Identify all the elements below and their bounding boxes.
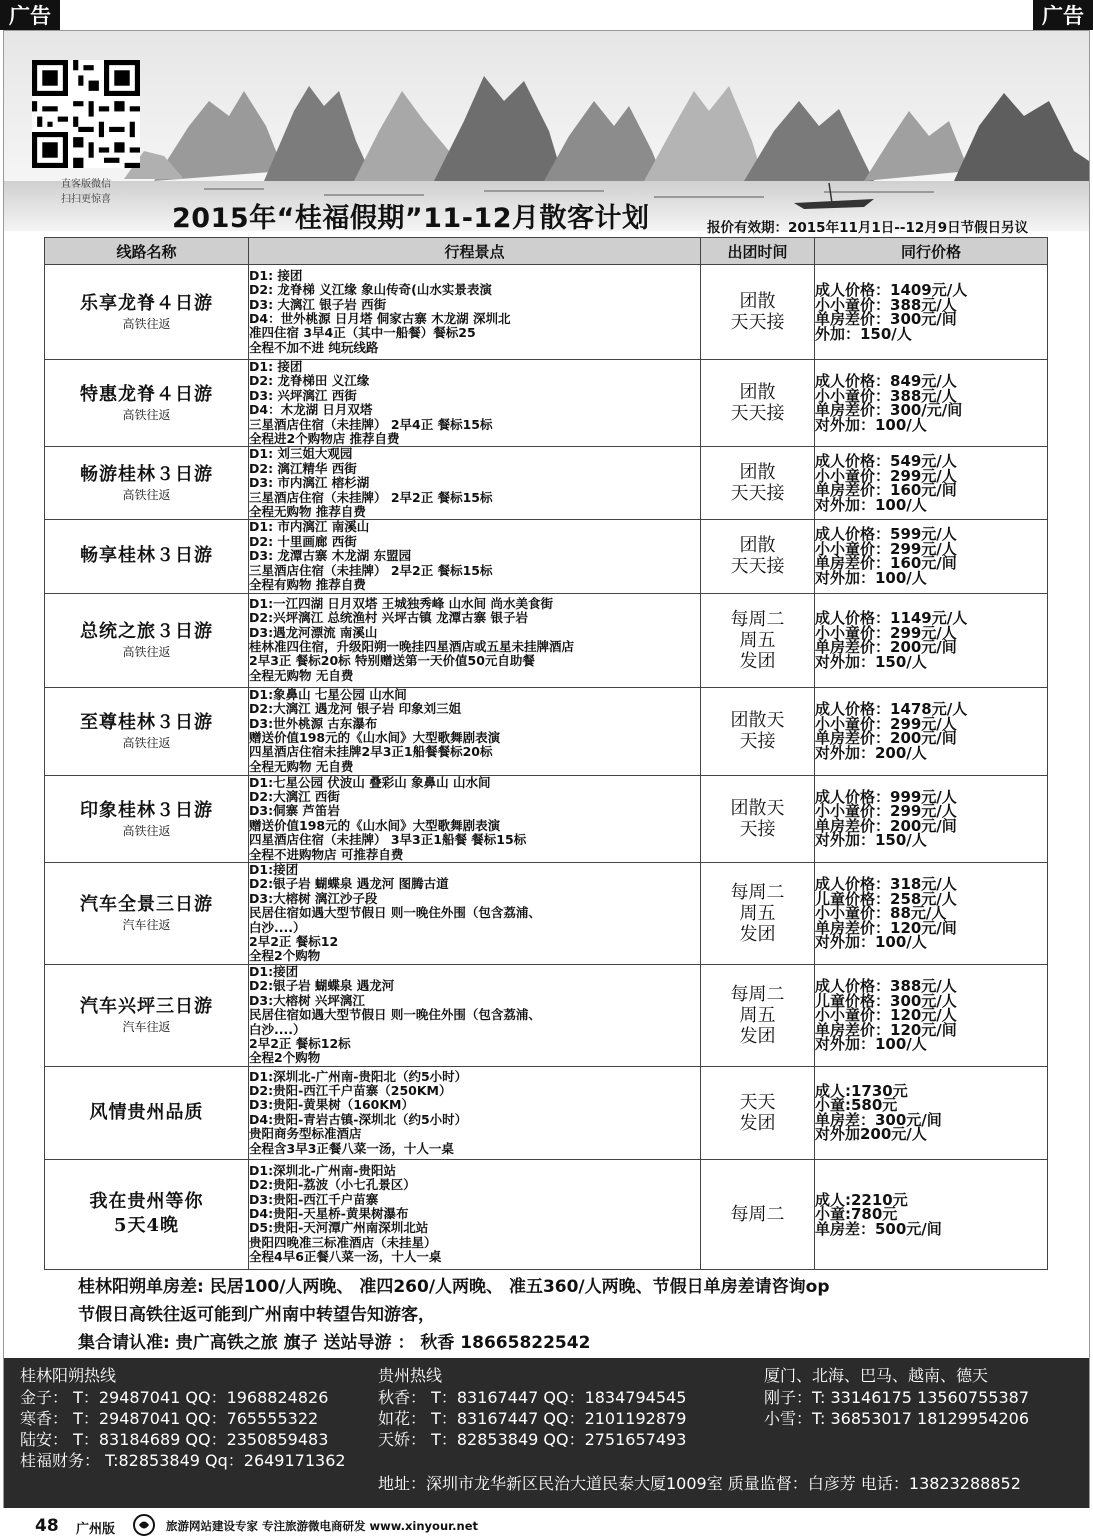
contact-line: 桂福财务： T:82853849 Qq：2649171362 [20, 1451, 346, 1470]
price-line: 儿童价格：258元/人 [815, 889, 957, 908]
itinerary-line: 赠送价值198元的《山水间》大型歌舞剧表演 [249, 818, 501, 833]
itinerary-line: D4：世外桃源 日月塔 侗家古寨 木龙湖 深圳北 [249, 312, 511, 326]
itinerary-line: 白沙....） [249, 1022, 306, 1037]
departure-cell [701, 520, 815, 593]
itinerary-line: D3: 龙潭古寨 木龙湖 东盟园 [249, 549, 412, 564]
contact-line: 金子： T：29487041 QQ：1968824826 [20, 1388, 329, 1407]
page-footer-strip [0, 1508, 1093, 1538]
table-row [45, 1159, 1048, 1269]
itinerary-line: 全程无购物 推荐自费 [249, 505, 366, 520]
contact-footer [4, 1358, 1089, 1508]
departure-line: 团散天 [730, 710, 785, 731]
departure-line: 天天接 [730, 483, 785, 505]
column-header-departure: 出团时间 [701, 238, 815, 265]
price-line: 对外加200元/人 [815, 1125, 927, 1144]
departure-cell [701, 964, 815, 1066]
validity-note: 报价有效期：2015年11月1日--12月9日节假日另议 [707, 220, 1029, 236]
route-name: 风情贵州品质 [89, 1101, 204, 1123]
itinerary-line: D2: 龙脊梯 义江缘 象山传奇(山水实景表演 [249, 283, 492, 298]
guilin-hotline-column [20, 1365, 346, 1471]
table-row [45, 964, 1048, 1066]
price-cell [815, 1159, 1048, 1269]
route-transport: 高铁往返 [122, 736, 171, 750]
route-transport: 高铁往返 [122, 408, 171, 423]
itinerary-line: 全程无购物 无自费 [249, 668, 354, 683]
route-name-cell [45, 1159, 249, 1269]
price-line: 对外加：100/人 [815, 495, 927, 514]
column-heading: 桂林阳朔热线 [20, 1366, 117, 1385]
price-line: 小小童价：88元/人 [815, 904, 947, 923]
itinerary-line: 三星酒店住宿（未挂牌） 2早2正 餐标15标 [249, 490, 493, 505]
ad-label-right: 广告 [1033, 0, 1093, 30]
itinerary-line: D2: 龙脊梯田 义江缘 [249, 374, 370, 389]
address-line: 地址：深圳市龙华新区民治大道民泰大厦1009室 质量监督：白彦芳 电话：13823288852 [378, 1474, 1021, 1493]
contact-line: 寒香： T：29487041 QQ：765555322 [20, 1409, 319, 1428]
table-row [45, 687, 1048, 775]
price-line: 对外加：150/人 [815, 652, 927, 671]
qr-caption-line: 扫扫更惊喜 [61, 194, 111, 205]
departure-line: 发团 [739, 1025, 776, 1047]
route-name-cell [45, 862, 249, 964]
price-line: 成人价格：849元/人 [815, 372, 957, 391]
note-line: 集合请认准: 贵广高铁之旅 旗子 送站导游 ： 秋香 18665822542 [78, 1333, 591, 1353]
price-line: 小小童价：299元/人 [815, 539, 957, 558]
itinerary-line: D1:深圳北-广州南-贵阳北（约5小时） [249, 1069, 468, 1084]
itinerary-cell [249, 687, 701, 775]
price-line: 单房差价：160元/间 [815, 481, 957, 500]
price-line: 成人价格：1149元/人 [815, 609, 968, 627]
note-line: 节假日高铁往返可能到广州南中转望告知游客， [78, 1305, 435, 1325]
itinerary-line: D1: 接团 [249, 268, 303, 283]
itinerary-line: 准四住宿 3早4正（其中一船餐）餐标25 [249, 326, 476, 341]
price-cell [815, 1066, 1048, 1159]
departure-line: 每周二 [730, 983, 785, 1005]
price-line: 小小童价：388元/人 [815, 386, 957, 405]
itinerary-cell [249, 1066, 701, 1159]
column-header-route: 线路名称 [45, 238, 249, 265]
column-heading: 厦门、北海、巴马、越南、德天 [764, 1366, 989, 1385]
itinerary-line: 赠送价值198元的《山水间》大型歌舞剧表演 [249, 731, 501, 745]
departure-cell [701, 1066, 815, 1159]
itinerary-cell [249, 520, 701, 593]
itinerary-line: D3:贵阳-黄果树（160KM） [249, 1098, 414, 1113]
itinerary-line: 全程不进购物店 可推荐自费 [249, 847, 404, 862]
price-line: 对外加：150/人 [815, 831, 927, 850]
departure-line: 团散 [739, 462, 776, 484]
table-header-row [45, 238, 1048, 265]
price-line: 小童:580元 [815, 1096, 898, 1115]
price-line: 小小童价：120元/人 [815, 1006, 957, 1025]
itinerary-line: D2:大漓江 西街 [249, 789, 340, 804]
route-price-table [44, 237, 1048, 1270]
route-name: 汽车兴坪三日游 [80, 996, 213, 1018]
price-line: 单房差价：300/元/间 [815, 401, 963, 420]
price-line: 成人:2210元 [815, 1190, 908, 1209]
itinerary-line: 2早2正 餐标12标 [249, 1036, 351, 1051]
price-line: 外加：150/人 [815, 324, 912, 343]
route-name-cell [45, 593, 249, 687]
price-line: 成人价格：318元/人 [815, 875, 957, 894]
departure-line: 发团 [739, 1112, 776, 1134]
price-cell [815, 593, 1048, 687]
itinerary-line: D2:银子岩 蝴蝶泉 遇龙河 [249, 979, 395, 994]
itinerary-line: 民居住宿如遇大型节假日 则一晚住外围（包含荔浦、 [249, 1008, 541, 1023]
itinerary-line: 2早2正 餐标12 [249, 935, 339, 950]
route-name: 至尊桂林３日游 [80, 712, 213, 733]
price-cell [815, 775, 1048, 862]
departure-line: 每周二 [730, 1203, 785, 1225]
itinerary-line: 桂林准四住宿，升级阳朔一晚挂四星酒店或五星未挂牌酒店 [249, 640, 575, 654]
departure-line: 每周二 [730, 608, 785, 630]
route-name: 印象桂林３日游 [80, 799, 213, 821]
price-line: 单房差价：200元/间 [815, 729, 957, 747]
itinerary-line: 全程不加不进 纯玩线路 [249, 340, 379, 355]
column-header-price: 同行价格 [815, 238, 1048, 265]
price-line: 对外加：100/人 [815, 1035, 927, 1054]
table-row [45, 593, 1048, 687]
notes-block [78, 1273, 830, 1357]
qr-caption-line: 直客版微信 [61, 179, 111, 190]
price-line: 单房差：500元/间 [815, 1219, 942, 1238]
itinerary-line: D4:贵阳-青岩古镇-深圳北（约5小时） [249, 1112, 468, 1127]
table-row [45, 1066, 1048, 1159]
contact-line: 秋香： T：83167447 QQ：1834794545 [378, 1388, 687, 1407]
itinerary-line: D1:象鼻山 七星公园 山水间 [249, 687, 407, 702]
route-transport: 汽车往返 [122, 918, 171, 933]
itinerary-cell [249, 775, 701, 862]
itinerary-line: 全程4早6正餐八菜一汤，十人一桌 [249, 1250, 442, 1265]
itinerary-cell [249, 964, 701, 1066]
route-name-cell [45, 520, 249, 593]
departure-cell [701, 360, 815, 447]
price-line: 小小童价：299元/人 [815, 466, 957, 485]
price-line: 单房差价：120元/间 [815, 1020, 957, 1039]
itinerary-cell [249, 593, 701, 687]
price-line: 成人:1730元 [815, 1081, 908, 1100]
table-row [45, 447, 1048, 520]
route-transport: 高铁往返 [122, 317, 171, 331]
route-name-cell [45, 447, 249, 520]
table-row [45, 520, 1048, 593]
price-line: 单房差价：120元/间 [815, 918, 957, 937]
itinerary-line: D1:一江四湖 日月双塔 王城独秀峰 山水间 尚水美食街 [249, 596, 553, 611]
itinerary-line: D3: 兴坪漓江 西街 [249, 388, 357, 403]
price-line: 单房差价：160元/间 [815, 554, 957, 573]
price-line: 小小童价：299元/人 [815, 802, 957, 821]
itinerary-line: 2早3正 餐标20标 特别赠送第一天价值50元自助餐 [249, 654, 535, 669]
itinerary-line: 白沙....） [249, 920, 306, 935]
itinerary-line: D3:大榕树 兴坪漓江 [249, 993, 365, 1008]
departure-cell [701, 265, 815, 360]
qr-caption [40, 177, 132, 207]
edition-label: 广州版 [76, 1522, 116, 1537]
table-row [45, 360, 1048, 447]
price-line: 对外加：100/人 [815, 568, 927, 587]
itinerary-line: 贵阳商务型标准酒店 [249, 1127, 362, 1142]
itinerary-line: D1: 刘三姐大观园 [249, 447, 353, 462]
departure-cell [701, 775, 815, 862]
itinerary-line: 三星酒店住宿（未挂牌） 2早4正 餐标15标 [249, 417, 493, 432]
departure-line: 天天接 [730, 312, 785, 333]
itinerary-line: 全程2个购物 [249, 1051, 321, 1066]
itinerary-cell [249, 1159, 701, 1269]
slogan: 旅游网站建设专家 专注旅游微电商研发 www.xinyour.net [166, 1519, 479, 1533]
departure-cell [701, 687, 815, 775]
contact-line: 小雪：T: 36853017 18129954206 [764, 1409, 1029, 1428]
price-line: 成人价格：549元/人 [815, 452, 957, 471]
price-cell [815, 447, 1048, 520]
departure-line: 团散天 [730, 797, 785, 819]
departure-line: 天天接 [730, 556, 785, 578]
itinerary-line: 全程有购物 推荐自费 [249, 578, 366, 593]
itinerary-line: D3:大榕树 漓江沙子段 [249, 891, 378, 906]
itinerary-line: D2:大漓江 遇龙河 银子岩 印象刘三姐 [249, 702, 462, 717]
table-row [45, 775, 1048, 862]
itinerary-line: D1:深圳北-广州南-贵阳站 [249, 1163, 396, 1178]
itinerary-line: D2:贵阳-西江千户苗寨（250KM） [249, 1083, 452, 1098]
route-name: 我在贵州等你 [89, 1191, 204, 1213]
route-transport: 高铁往返 [122, 823, 171, 838]
route-transport: 高铁往返 [122, 645, 171, 659]
itinerary-line: 四星酒店住宿（未挂牌） 3早3正1船餐 餐标15标 [249, 833, 527, 848]
route-name-line2: 5天4晚 [113, 1215, 180, 1237]
itinerary-line: D5:贵阳-天河潭广州南深圳北站 [249, 1221, 429, 1236]
guizhou-hotline-column [378, 1365, 686, 1450]
route-name: 乐享龙脊４日游 [80, 293, 213, 314]
itinerary-line: 三星酒店住宿（未挂牌） 2早2正 餐标15标 [249, 563, 493, 578]
itinerary-line: 全程含3早3正餐八菜一汤，十人一桌 [249, 1141, 454, 1156]
price-line: 小小童价：299元/人 [815, 714, 957, 733]
itinerary-line: D2:贵阳-荔波（小七孔景区） [249, 1178, 416, 1193]
table-row [45, 265, 1048, 360]
itinerary-line: D1:七星公园 伏波山 叠彩山 象鼻山 山水间 [249, 775, 491, 790]
route-name-cell [45, 964, 249, 1066]
itinerary-line: D1: 接团 [249, 360, 303, 374]
itinerary-line: D3:遇龙河漂流 南溪山 [249, 625, 378, 640]
table-body [45, 265, 1048, 1270]
departure-line: 每周二 [730, 881, 785, 903]
route-name-cell [45, 360, 249, 447]
contact-line: 天娇： T：82853849 QQ：2751657493 [378, 1430, 687, 1449]
itinerary-line: D1: 市内漓江 南溪山 [249, 520, 370, 535]
departure-cell [701, 447, 815, 520]
price-line: 单房差：300元/间 [815, 1110, 942, 1129]
departure-line: 天天 [739, 1091, 776, 1113]
price-cell [815, 862, 1048, 964]
itinerary-line: D2:兴坪漓江 总统渔村 兴坪古镇 龙潭古寨 银子岩 [249, 611, 528, 626]
itinerary-line: 全程2个购物 [249, 949, 321, 964]
itinerary-line: D3:侗寨 芦笛岩 [249, 804, 340, 819]
page-number: 48 [35, 1516, 59, 1536]
price-line: 成人价格：388元/人 [815, 977, 957, 996]
itinerary-line: D3:世外桃源 古东瀑布 [249, 716, 378, 731]
itinerary-line: D4:贵阳-天星桥-黄果树瀑布 [249, 1207, 409, 1222]
departure-line: 周五 [739, 902, 776, 924]
departure-cell [701, 862, 815, 964]
departure-line: 周五 [739, 629, 776, 651]
itinerary-line: 全程进2个购物店 推荐自费 [249, 432, 400, 447]
price-line: 对外加：100/人 [815, 933, 927, 952]
price-line: 单房差价：200元/间 [815, 816, 957, 835]
price-line: 小小童价：388元/人 [815, 295, 957, 314]
ad-label-left: 广告 [0, 0, 60, 30]
price-line: 成人价格：1478元/人 [815, 700, 968, 718]
departure-cell [701, 593, 815, 687]
price-cell [815, 265, 1048, 360]
route-name: 汽车全景三日游 [80, 894, 213, 916]
route-name-cell [45, 687, 249, 775]
departure-line: 团散 [739, 535, 776, 557]
price-line: 小童:780元 [815, 1205, 898, 1224]
itinerary-cell [249, 862, 701, 964]
itinerary-line: D4：木龙湖 日月双塔 [249, 403, 373, 418]
contact-line: 刚子：T: 33146175 13560755387 [764, 1388, 1029, 1407]
price-cell [815, 520, 1048, 593]
route-name: 总统之旅３日游 [80, 621, 213, 642]
page-title: 2015年“桂福假期”11-12月散客计划 [172, 203, 650, 234]
itinerary-line: 四星酒店住宿未挂牌2早3正1船餐餐标20标 [249, 745, 493, 760]
price-line: 单房差价：300元/间 [815, 310, 957, 328]
price-line: 单房差价：200元/间 [815, 638, 957, 656]
departure-line: 团散 [739, 382, 776, 404]
itinerary-line: D1:接团 [249, 964, 299, 979]
itinerary-line: D2: 十里画廊 西街 [249, 534, 357, 549]
price-line: 对外加：100/人 [815, 415, 927, 434]
itinerary-line: D2: 漓江精华 西街 [249, 461, 357, 476]
route-transport: 汽车往返 [122, 1020, 171, 1035]
price-line: 对外加：200/人 [815, 743, 927, 762]
departure-line: 团散 [739, 291, 776, 312]
price-line: 儿童价格：300元/人 [815, 991, 957, 1010]
itinerary-line: D3: 大漓江 银子岩 西街 [249, 297, 387, 312]
itinerary-line: 全程无购物 无自费 [249, 759, 354, 774]
route-name-cell [45, 775, 249, 862]
price-cell [815, 360, 1048, 447]
route-name: 畅游桂林３日游 [80, 464, 213, 486]
table-row [45, 862, 1048, 964]
departure-line: 发团 [739, 650, 776, 672]
route-name-cell [45, 265, 249, 360]
price-line: 成人价格：999元/人 [815, 787, 957, 806]
price-line: 成人价格：599元/人 [815, 525, 957, 544]
itinerary-line: D2:银子岩 蝴蝶泉 遇龙河 图腾古道 [249, 877, 449, 892]
itinerary-cell [249, 447, 701, 520]
itinerary-line: D3:贵阳-西江千户苗寨 [249, 1192, 379, 1207]
route-name: 特惠龙脊４日游 [80, 384, 213, 406]
contact-line: 如花： T：83167447 QQ：2101192879 [378, 1409, 687, 1428]
qr-code-icon [32, 60, 140, 168]
itinerary-cell [249, 265, 701, 360]
other-hotline-column [764, 1365, 1029, 1429]
price-line: 小小童价：299元/人 [815, 623, 957, 642]
contact-line: 陆安： T：83184689 QQ：2350859483 [20, 1430, 329, 1449]
departure-cell [701, 1159, 815, 1269]
departure-line: 天接 [739, 731, 776, 752]
note-line: 桂林阳朔单房差: 民居100/人两晚、 准四260/人两晚、 准五360/人两晚、节假日单房差请咨询op [78, 1277, 830, 1297]
itinerary-cell [249, 360, 701, 447]
column-header-itinerary: 行程景点 [249, 238, 701, 265]
price-cell [815, 964, 1048, 1066]
price-line: 成人价格：1409元/人 [815, 281, 968, 299]
logo-icon [133, 1514, 155, 1536]
departure-line: 周五 [739, 1004, 776, 1026]
itinerary-line: D3: 市内漓江 榕杉湖 [249, 476, 370, 491]
itinerary-line: D1:接团 [249, 863, 299, 878]
route-name-cell [45, 1066, 249, 1159]
price-cell [815, 687, 1048, 775]
departure-line: 天接 [739, 818, 776, 840]
departure-line: 发团 [739, 923, 776, 945]
itinerary-line: 贵阳四晚准三标准酒店（未挂星） [249, 1235, 437, 1250]
departure-line: 天天接 [730, 403, 785, 425]
column-heading: 贵州热线 [378, 1366, 443, 1385]
route-name: 畅享桂林３日游 [80, 545, 213, 567]
route-transport: 高铁往返 [122, 488, 171, 503]
itinerary-line: 民居住宿如遇大型节假日 则一晚住外围（包含荔浦、 [249, 906, 541, 921]
